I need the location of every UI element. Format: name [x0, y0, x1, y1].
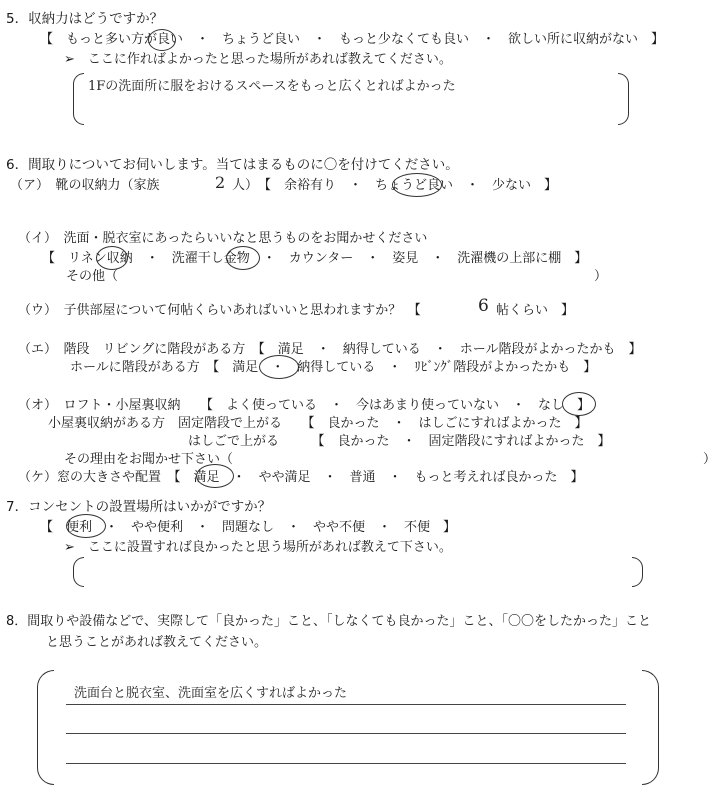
q7-sub: ➢ ここに設置すれば良かったと思う場所があれば教えて下さい。 [64, 540, 452, 555]
q6-o-line4-close: ） [703, 452, 717, 467]
q5-handwritten-answer: 1Fの洗面所に服をおけるスペースをもっと広くとればよかった [88, 79, 456, 94]
q8-answer-rule-1 [66, 704, 626, 705]
q6-o-answer-circle [562, 392, 596, 416]
q6-o-line2: 小屋裏収納がある方 固定階段で上がる 【 良かった ・ はしごにすればよかった 】 [48, 416, 588, 431]
q6-i-answer-circle-2 [226, 246, 260, 270]
q8-answer-rule-2 [66, 733, 626, 734]
q5-answer-circle [148, 29, 176, 51]
q6-i-options: 【 リネン収納 ・ 洗濯干し金物 ・ カウンター ・ 姿見 ・ 洗濯機の上部に棚 】 [42, 251, 588, 266]
q6-o-line1: （オ） ロフト・小屋裏収納 【 よく使っている ・ 今はあまり使っていない ・ なし 】 [18, 398, 591, 413]
q6-i-label: （イ） 洗面・脱衣室にあったらいいなと思うものをお聞かせください [18, 231, 428, 246]
q6-a-family-count: 2 [215, 173, 226, 192]
q6-a-label: （ア） 靴の収納力（家族 [10, 178, 160, 193]
q6-a-options: 人） 【 余裕有り ・ ちょうど良い ・ 少ない 】 [232, 178, 558, 193]
q6-ke-answer-circle [196, 464, 234, 488]
q6-i-other: その他（ [66, 269, 119, 284]
q6-o-line3: はしごで上がる 【 良かった ・ 固定階段にすればよかった 】 [188, 434, 611, 449]
q8-title-line1: 8．間取りや設備などで、実際して「良かった」こと、「しなくても良かった」こと、「〇〇をしたかった」こと [6, 614, 652, 629]
q6-title: 6．間取りについてお伺いします。当てはまるものに〇を付けてください。 [6, 157, 459, 173]
q5-sub: ➢ ここに作ればよかったと思った場所があれば教えてください。 [64, 52, 452, 67]
q7-title: 7．コンセントの設置場所はいかがですか？ [6, 499, 272, 515]
q6-o-line4: その理由をお聞かせ下さい（ [64, 452, 234, 467]
q7-answer-circle [66, 514, 106, 538]
q8-handwritten-answer: 洗面台と脱衣室、洗面室を広くすればよかった [74, 686, 348, 701]
q7-options: 【 便利 ・ やや便利 ・ 問題なし ・ やや不便 ・ 不便 】 [40, 520, 457, 535]
q6-ke-line: （ケ）窓の大きさや配置 【 満足 ・ やや満足 ・ 普通 ・ もっと考えれば良かった 】 [18, 470, 584, 485]
q6-i-answer-circle-1 [96, 246, 128, 270]
q6-u-label: （ウ） 子供部屋について何帖くらいあればいいと思われますか？ 【 [18, 303, 421, 318]
q5-title: 5．収納力はどうですか？ [6, 11, 164, 27]
q6-u-end: 帖くらい 】 [496, 303, 575, 318]
q6-e-line2: ホールに階段がある方 【 満足 ・ 納得している ・ ﾘﾋﾞﾝｸﾞ階段がよかったかも 】 [70, 360, 597, 375]
q7-answer-box [73, 557, 643, 587]
q6-u-value: 6 [478, 296, 489, 316]
q8-title-line2: と思うことがあれば教えてください。 [46, 635, 268, 650]
q6-i-other-close: ） [594, 269, 608, 284]
q6-a-answer-circle [392, 173, 442, 197]
q5-options: 【 もっと多い方が良い ・ ちょうど良い ・ もっと少なくても良い ・ 欲しい所に収納がない 】 [40, 32, 665, 47]
q6-e-line1: （エ） 階段 リビングに階段がある方 【 満足 ・ 納得している ・ ホール階段がよかったかも 】 [18, 342, 642, 357]
q8-answer-rule-3 [66, 763, 626, 764]
